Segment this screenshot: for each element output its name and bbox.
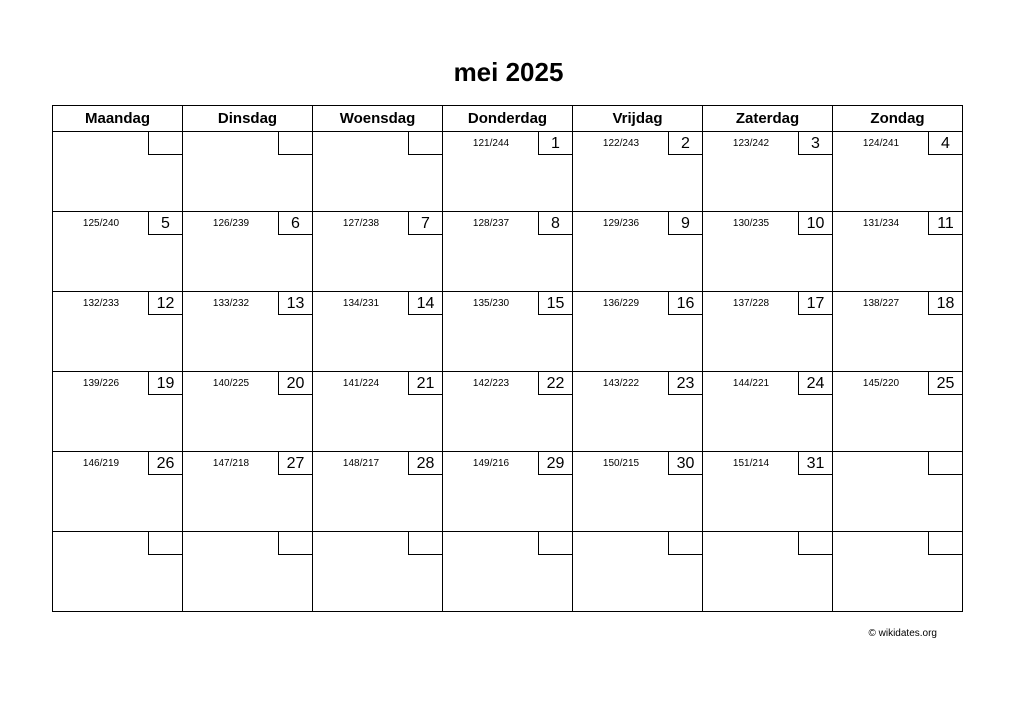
day-number bbox=[408, 532, 442, 555]
day-number: 23 bbox=[668, 372, 702, 395]
day-cell bbox=[313, 452, 443, 532]
day-cell bbox=[53, 212, 183, 292]
day-of-year-label: 135/230 bbox=[472, 298, 510, 309]
day-cell bbox=[183, 452, 313, 532]
day-number: 30 bbox=[668, 452, 702, 475]
day-cell bbox=[443, 212, 573, 292]
day-cell bbox=[53, 292, 183, 372]
day-cell bbox=[313, 532, 443, 612]
day-cell bbox=[313, 292, 443, 372]
day-cell bbox=[313, 212, 443, 292]
day-of-year-label: 123/242 bbox=[732, 138, 770, 149]
day-cell bbox=[703, 212, 833, 292]
day-of-year-label: 142/223 bbox=[472, 378, 510, 389]
day-of-year-label: 134/231 bbox=[342, 298, 380, 309]
day-number: 3 bbox=[798, 132, 832, 155]
day-number bbox=[278, 132, 312, 155]
day-cell bbox=[53, 532, 183, 612]
day-number: 12 bbox=[148, 292, 182, 315]
day-cell bbox=[183, 532, 313, 612]
day-number: 1 bbox=[538, 132, 572, 155]
week-row bbox=[53, 292, 963, 372]
calendar-grid bbox=[52, 105, 963, 612]
day-cell bbox=[313, 372, 443, 452]
day-cell bbox=[53, 132, 183, 212]
day-of-year-label: 148/217 bbox=[342, 458, 380, 469]
day-number: 14 bbox=[408, 292, 442, 315]
weekday-header: Vrijdag bbox=[573, 106, 703, 132]
day-number bbox=[798, 532, 832, 555]
day-of-year-label: 129/236 bbox=[602, 218, 640, 229]
weekday-header: Woensdag bbox=[313, 106, 443, 132]
day-number: 21 bbox=[408, 372, 442, 395]
day-of-year-label: 122/243 bbox=[602, 138, 640, 149]
day-of-year-label: 140/225 bbox=[212, 378, 250, 389]
day-number: 13 bbox=[278, 292, 312, 315]
day-cell bbox=[833, 212, 963, 292]
day-cell bbox=[833, 132, 963, 212]
day-number: 2 bbox=[668, 132, 702, 155]
day-of-year-label: 121/244 bbox=[472, 138, 510, 149]
week-row bbox=[53, 372, 963, 452]
week-row bbox=[53, 532, 963, 612]
day-number bbox=[928, 532, 962, 555]
day-cell bbox=[443, 292, 573, 372]
day-number: 25 bbox=[928, 372, 962, 395]
day-of-year-label: 150/215 bbox=[602, 458, 640, 469]
day-of-year-label: 145/220 bbox=[862, 378, 900, 389]
day-number: 8 bbox=[538, 212, 572, 235]
day-of-year-label: 130/235 bbox=[732, 218, 770, 229]
day-of-year-label: 143/222 bbox=[602, 378, 640, 389]
day-cell bbox=[703, 532, 833, 612]
day-of-year-label: 133/232 bbox=[212, 298, 250, 309]
day-cell bbox=[703, 452, 833, 532]
day-cell bbox=[833, 292, 963, 372]
day-cell bbox=[183, 132, 313, 212]
day-number: 17 bbox=[798, 292, 832, 315]
day-of-year-label: 138/227 bbox=[862, 298, 900, 309]
day-number: 27 bbox=[278, 452, 312, 475]
calendar-title: mei 2025 bbox=[453, 57, 564, 87]
day-of-year-label: 125/240 bbox=[82, 218, 120, 229]
day-cell bbox=[443, 452, 573, 532]
day-cell bbox=[703, 132, 833, 212]
day-cell bbox=[573, 132, 703, 212]
day-number: 24 bbox=[798, 372, 832, 395]
weekday-header: Dinsdag bbox=[183, 106, 313, 132]
day-number bbox=[148, 532, 182, 555]
day-number bbox=[278, 532, 312, 555]
day-of-year-label: 136/229 bbox=[602, 298, 640, 309]
day-cell bbox=[183, 372, 313, 452]
day-of-year-label: 126/239 bbox=[212, 218, 250, 229]
week-row bbox=[53, 212, 963, 292]
day-cell bbox=[833, 532, 963, 612]
day-number: 29 bbox=[538, 452, 572, 475]
day-number: 22 bbox=[538, 372, 572, 395]
day-number: 28 bbox=[408, 452, 442, 475]
day-cell bbox=[183, 292, 313, 372]
week-row bbox=[53, 452, 963, 532]
day-number: 18 bbox=[928, 292, 962, 315]
day-of-year-label: 146/219 bbox=[82, 458, 120, 469]
day-number bbox=[408, 132, 442, 155]
day-of-year-label: 132/233 bbox=[82, 298, 120, 309]
day-number: 4 bbox=[928, 132, 962, 155]
day-number: 10 bbox=[798, 212, 832, 235]
day-number bbox=[668, 532, 702, 555]
day-of-year-label: 128/237 bbox=[472, 218, 510, 229]
day-number bbox=[148, 132, 182, 155]
day-of-year-label: 144/221 bbox=[732, 378, 770, 389]
weekday-header: Zondag bbox=[833, 106, 963, 132]
day-cell bbox=[573, 532, 703, 612]
day-of-year-label: 147/218 bbox=[212, 458, 250, 469]
day-number: 31 bbox=[798, 452, 832, 475]
week-row bbox=[53, 132, 963, 212]
day-of-year-label: 124/241 bbox=[862, 138, 900, 149]
day-of-year-label: 141/224 bbox=[342, 378, 380, 389]
day-cell bbox=[833, 452, 963, 532]
day-number bbox=[538, 532, 572, 555]
weekday-header-row bbox=[53, 106, 963, 132]
day-number: 11 bbox=[928, 212, 962, 235]
day-of-year-label: 127/238 bbox=[342, 218, 380, 229]
day-number: 9 bbox=[668, 212, 702, 235]
day-of-year-label: 139/226 bbox=[82, 378, 120, 389]
day-of-year-label: 149/216 bbox=[472, 458, 510, 469]
day-cell bbox=[573, 292, 703, 372]
day-of-year-label: 131/234 bbox=[862, 218, 900, 229]
weekday-header: Zaterdag bbox=[703, 106, 833, 132]
day-of-year-label: 151/214 bbox=[732, 458, 770, 469]
day-cell bbox=[183, 212, 313, 292]
day-number: 20 bbox=[278, 372, 312, 395]
day-number: 6 bbox=[278, 212, 312, 235]
day-cell bbox=[53, 372, 183, 452]
day-cell bbox=[573, 452, 703, 532]
day-cell bbox=[53, 452, 183, 532]
day-cell bbox=[573, 212, 703, 292]
day-cell bbox=[443, 532, 573, 612]
day-number: 5 bbox=[148, 212, 182, 235]
day-number bbox=[928, 452, 962, 475]
day-cell bbox=[703, 372, 833, 452]
day-cell bbox=[313, 132, 443, 212]
day-cell bbox=[443, 372, 573, 452]
day-cell bbox=[703, 292, 833, 372]
day-cell bbox=[573, 372, 703, 452]
day-number: 15 bbox=[538, 292, 572, 315]
day-number: 16 bbox=[668, 292, 702, 315]
day-of-year-label: 137/228 bbox=[732, 298, 770, 309]
weekday-header: Maandag bbox=[53, 106, 183, 132]
copyright-notice: © wikidates.org bbox=[868, 628, 937, 639]
day-cell bbox=[443, 132, 573, 212]
day-cell bbox=[833, 372, 963, 452]
day-number: 26 bbox=[148, 452, 182, 475]
weekday-header: Donderdag bbox=[443, 106, 573, 132]
day-number: 7 bbox=[408, 212, 442, 235]
day-number: 19 bbox=[148, 372, 182, 395]
